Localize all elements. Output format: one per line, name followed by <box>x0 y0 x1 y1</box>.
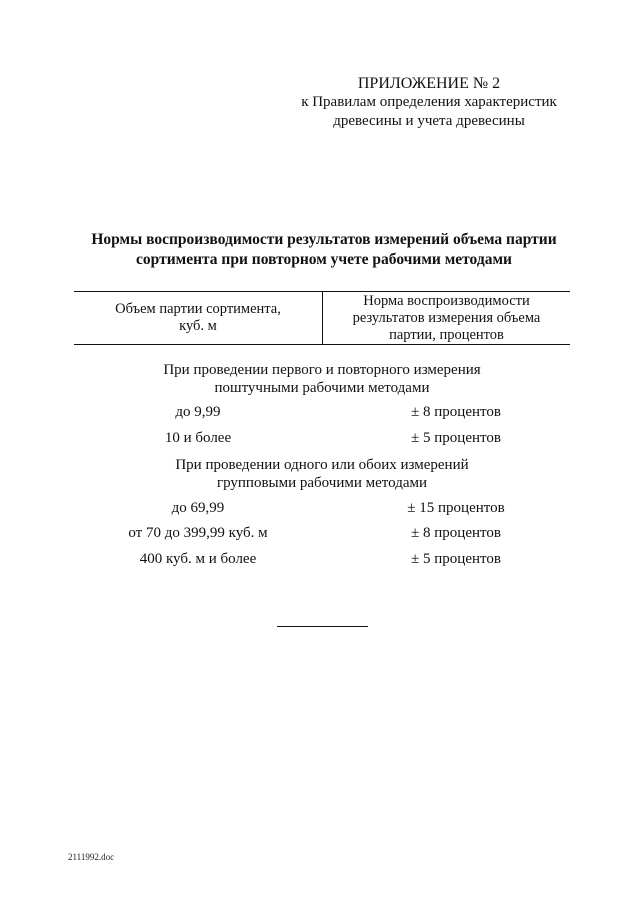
row-norm: ± 5 процентов <box>411 430 501 446</box>
appendix-subtitle-line1: к Правилам определения характеристик <box>301 94 557 110</box>
row-volume: от 70 до 399,99 куб. м <box>128 525 268 541</box>
appendix-number <box>286 74 572 94</box>
row-norm: ± 5 процентов <box>411 551 501 567</box>
table-row <box>74 549 570 569</box>
row-norm: ± 8 процентов <box>411 404 501 420</box>
document-title-line2: сортимента при повторном учете рабочими методами <box>136 251 512 268</box>
row-volume: 400 куб. м и более <box>139 551 257 567</box>
table-row <box>74 523 570 543</box>
table-row <box>74 402 570 422</box>
appendix-subtitle-line2: древесины и учета древесины <box>333 113 525 129</box>
column-header-volume <box>74 292 322 344</box>
table-row <box>74 428 570 448</box>
column-header-volume-line1: Объем партии сортимента, <box>115 301 281 317</box>
document-title <box>40 230 608 270</box>
section-heading-piecewise-line2: поштучными рабочими методами <box>214 380 430 396</box>
section-heading-piecewise-line1: При проведении первого и повторного измерения <box>163 362 481 378</box>
column-header-volume-line2: куб. м <box>179 318 217 334</box>
section-heading-group <box>74 456 570 492</box>
closing-rule <box>277 626 368 627</box>
column-header-norm-line3: партии, процентов <box>389 326 504 343</box>
section-heading-group-line1: При проведении одного или обоих измерений <box>175 457 469 473</box>
footer-filename: 2111992.doc <box>68 852 115 862</box>
column-header-norm <box>323 292 570 344</box>
section-heading-group-line2: групповыми рабочими методами <box>216 475 428 491</box>
row-volume: 10 и более <box>164 430 232 446</box>
column-header-norm-line2: результатов измерения объема <box>352 309 541 326</box>
table-row <box>74 498 570 518</box>
appendix-number-text: ПРИЛОЖЕНИЕ № 2 <box>357 75 501 92</box>
column-header-norm-line1: Норма воспроизводимости <box>363 292 530 309</box>
row-volume: до 9,99 <box>175 404 221 420</box>
document-title-line1: Нормы воспроизводимости результатов измерений объема партии <box>91 231 557 248</box>
section-heading-piecewise <box>74 361 570 397</box>
row-norm: ± 8 процентов <box>411 525 501 541</box>
row-volume: до 69,99 <box>171 500 225 516</box>
row-norm: ± 15 процентов <box>407 500 505 516</box>
table-header <box>74 291 570 345</box>
